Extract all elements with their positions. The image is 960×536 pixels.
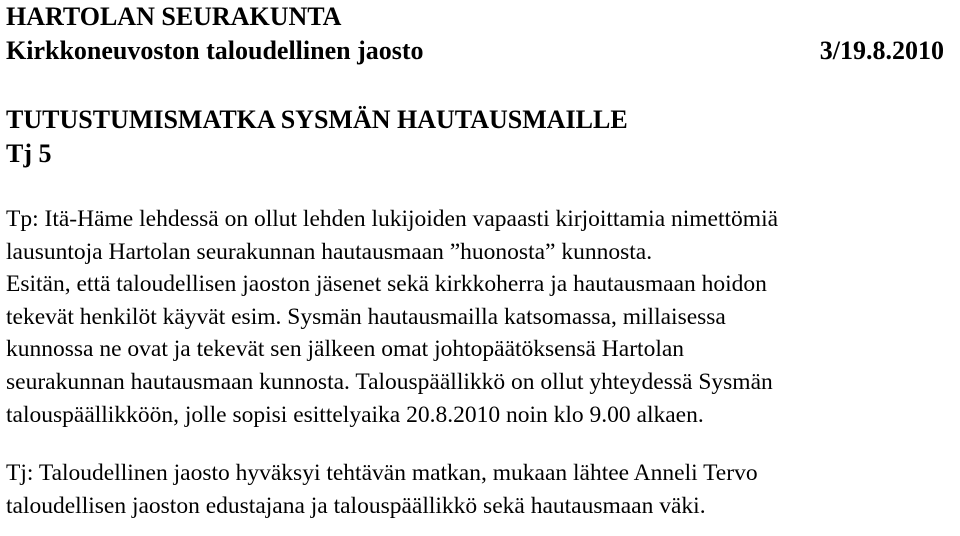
proposal-paragraph (6, 203, 954, 431)
proposal-line: Esitän, että taloudellisen jaoston jäsenet sekä kirkkoherra ja hautausmaan hoidon (6, 271, 767, 298)
proposal-line: seurakunnan hautausmaan kunnosta. Talouspäällikkö on ollut yhteydessä Sysmän (6, 368, 773, 395)
section-title: TUTUSTUMISMATKA SYSMÄN HAUTAUSMAILLE (6, 105, 628, 134)
committee-name: Kirkkoneuvoston taloudellinen jaosto (6, 36, 424, 65)
organization-name: HARTOLAN SEURAKUNTA (6, 2, 342, 31)
proposal-line: lausuntoja Hartolan seurakunnan hautausmaan ”huonosta” kunnosta. (6, 238, 653, 265)
meeting-date: 3/19.8.2010 (819, 36, 944, 65)
proposal-line: tekevät henkilöt käyvät esim. Sysmän hautausmailla katsomassa, millaisessa (6, 303, 726, 330)
item-number: Tj 5 (6, 139, 52, 168)
decision-line: taloudellisen jaoston edustajana ja talouspäällikkö sekä hautausmaan väki. (6, 492, 706, 519)
decision-paragraph (6, 457, 954, 522)
proposal-line: kunnossa ne ovat ja tekevät sen jälkeen omat johtopäätöksensä Hartolan (6, 336, 685, 363)
document-body (6, 0, 954, 522)
decision-line: Tj: Taloudellinen jaosto hyväksyi tehtävän matkan, mukaan lähtee Anneli Tervo (6, 460, 758, 487)
proposal-line: Tp: Itä-Häme lehdessä on ollut lehden lukijoiden vapaasti kirjoittamia nimettömiä (6, 206, 779, 232)
committee-row (6, 34, 954, 68)
proposal-line: talouspäällikköön, jolle sopisi esittelyaika 20.8.2010 noin klo 9.00 alkaen. (6, 401, 704, 428)
